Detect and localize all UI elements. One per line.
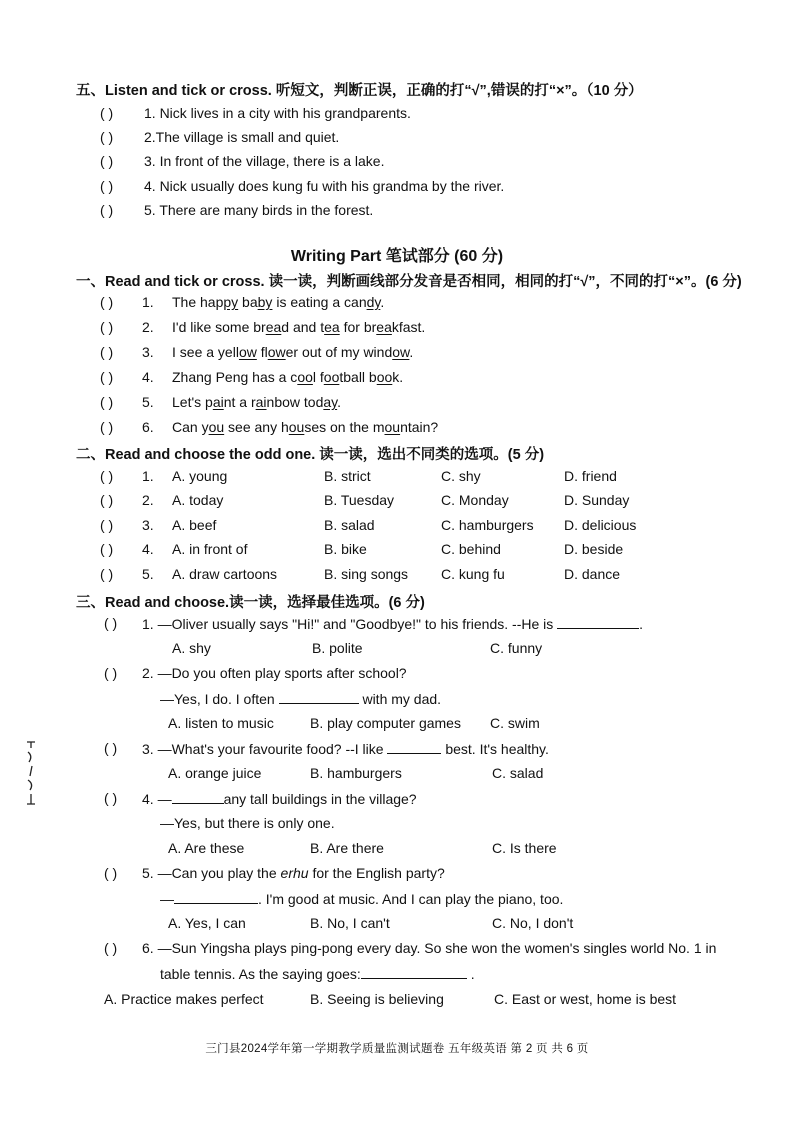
listening-statement: 4. Nick usually does kung fu with his grandma by the river. bbox=[144, 178, 505, 194]
answer-blank[interactable]: ( ) bbox=[100, 153, 114, 169]
option-c: C. Monday bbox=[441, 492, 509, 508]
option-a: A. beef bbox=[172, 517, 217, 533]
item-number: 1. bbox=[142, 468, 154, 484]
answer-blank[interactable]: ( ) bbox=[100, 517, 114, 533]
answer-blank[interactable]: ( ) bbox=[104, 665, 118, 681]
option-a: A. draw cartoons bbox=[172, 566, 278, 582]
option-d: D. delicious bbox=[564, 517, 637, 533]
answer-blank[interactable]: ( ) bbox=[100, 541, 114, 557]
listening-statement: 3. In front of the village, there is a lake. bbox=[144, 153, 385, 169]
answer-blank[interactable]: ( ) bbox=[100, 369, 114, 385]
item-number: 4. bbox=[142, 369, 154, 385]
answer-blank[interactable]: ( ) bbox=[100, 178, 114, 194]
option-c: C. East or west, home is best bbox=[494, 991, 677, 1007]
binding-margin-mark bbox=[24, 738, 38, 808]
question-2: 2. —Do you often play sports after school? bbox=[142, 665, 407, 681]
question-4-line2: —Yes, but there is only one. bbox=[160, 815, 335, 831]
pronunciation-sentence: Can you see any houses on the mountain? bbox=[172, 419, 439, 435]
writing-part-title: Writing Part 笔试部分 (60 分) bbox=[290, 248, 504, 265]
item-number: 2. bbox=[142, 319, 154, 335]
pronunciation-sentence: I see a yellow flower out of my window. bbox=[172, 344, 414, 360]
answer-blank[interactable]: ( ) bbox=[104, 865, 118, 881]
fill-blank[interactable] bbox=[387, 740, 441, 754]
option-d: D. beside bbox=[564, 541, 624, 557]
answer-blank[interactable]: ( ) bbox=[104, 790, 118, 806]
answer-blank[interactable]: ( ) bbox=[100, 294, 114, 310]
item-number: 3. bbox=[142, 344, 154, 360]
item-number: 3. bbox=[142, 517, 154, 533]
option-c: C. kung fu bbox=[441, 566, 505, 582]
listening-heading: 五、Listen and tick or cross. 听短文，判断正误，正确的打“√”,错误的打“×”。（10 分） bbox=[76, 83, 643, 99]
option-c: C. shy bbox=[441, 468, 481, 484]
item-number: 5. bbox=[142, 394, 154, 410]
pronunciation-sentence: Let's paint a rainbow today. bbox=[172, 394, 341, 410]
option-c: C. hamburgers bbox=[441, 517, 534, 533]
option-b: B. Seeing is believing bbox=[310, 991, 444, 1007]
item-number: 2. bbox=[142, 492, 154, 508]
option-b: B. strict bbox=[324, 468, 371, 484]
option-a: A. young bbox=[172, 468, 228, 484]
answer-blank[interactable]: ( ) bbox=[104, 940, 118, 956]
option-a: A. in front of bbox=[172, 541, 248, 557]
option-a: A. shy bbox=[172, 640, 211, 656]
answer-blank[interactable]: ( ) bbox=[100, 105, 114, 121]
question-3: 3. —What's your favourite food? --I like best. It's healthy. bbox=[142, 741, 549, 757]
option-c: C. swim bbox=[490, 715, 540, 731]
option-c: C. salad bbox=[492, 765, 544, 781]
item-number: 6. bbox=[142, 419, 154, 435]
option-b: B. hamburgers bbox=[310, 765, 402, 781]
question-6-line2: table tennis. As the saying goes: . bbox=[160, 966, 475, 982]
option-a: A. Practice makes perfect bbox=[104, 991, 264, 1007]
question-2-line2: —Yes, I do. I often with my dad. bbox=[160, 691, 442, 707]
item-number: 5. bbox=[142, 566, 154, 582]
fill-blank[interactable] bbox=[557, 615, 639, 629]
option-c: C. behind bbox=[441, 541, 501, 557]
option-d: D. dance bbox=[564, 566, 621, 582]
option-b: B. bike bbox=[324, 541, 367, 557]
answer-blank[interactable]: ( ) bbox=[100, 344, 114, 360]
option-b: B. salad bbox=[324, 517, 375, 533]
question-5-line2: — . I'm good at music. And I can play the piano, too. bbox=[160, 891, 564, 907]
fill-blank[interactable] bbox=[172, 790, 224, 804]
fill-blank[interactable] bbox=[174, 890, 258, 904]
answer-blank[interactable]: ( ) bbox=[100, 129, 114, 145]
answer-blank[interactable]: ( ) bbox=[100, 319, 114, 335]
listening-statement: 5. There are many birds in the forest. bbox=[144, 202, 374, 218]
answer-blank[interactable]: ( ) bbox=[100, 468, 114, 484]
option-a: A. orange juice bbox=[168, 765, 262, 781]
option-b: B. Are there bbox=[310, 840, 384, 856]
section2-heading: 二、Read and choose the odd one. 读一读，选出不同类的选项。(5 分) bbox=[76, 447, 545, 463]
option-d: D. friend bbox=[564, 468, 617, 484]
question-4: 4. — any tall buildings in the village? bbox=[142, 791, 417, 807]
question-5: 5. —Can you play the erhu for the English party? bbox=[142, 865, 445, 881]
fill-blank[interactable] bbox=[279, 690, 359, 704]
question-1: 1. —Oliver usually says "Hi!" and "Goodbye!" to his friends. --He is . bbox=[142, 616, 644, 632]
item-number: 4. bbox=[142, 541, 154, 557]
answer-blank[interactable]: ( ) bbox=[100, 492, 114, 508]
answer-blank[interactable]: ( ) bbox=[100, 566, 114, 582]
option-a: A. Are these bbox=[168, 840, 245, 856]
listening-statement: 1. Nick lives in a city with his grandparents. bbox=[144, 105, 411, 121]
listening-statement: 2.The village is small and quiet. bbox=[144, 129, 340, 145]
option-b: B. polite bbox=[312, 640, 363, 656]
answer-blank[interactable]: ( ) bbox=[100, 419, 114, 435]
question-6: 6. —Sun Yingsha plays ping-pong every day. So she won the women's singles world No. 1 in bbox=[142, 940, 717, 956]
pronunciation-sentence: Zhang Peng has a cool football book. bbox=[172, 369, 404, 385]
pronunciation-sentence: I'd like some bread and tea for breakfast. bbox=[172, 319, 426, 335]
answer-blank[interactable]: ( ) bbox=[104, 740, 118, 756]
option-b: B. sing songs bbox=[324, 566, 409, 582]
answer-blank[interactable]: ( ) bbox=[104, 615, 118, 631]
option-d: D. Sunday bbox=[564, 492, 630, 508]
option-a: A. today bbox=[172, 492, 224, 508]
pronunciation-sentence: The happy baby is eating a candy. bbox=[172, 294, 385, 310]
option-c: C. No, I don't bbox=[492, 915, 574, 931]
answer-blank[interactable]: ( ) bbox=[100, 202, 114, 218]
option-b: B. No, I can't bbox=[310, 915, 390, 931]
fill-blank[interactable] bbox=[361, 965, 467, 979]
page-footer: 三门县2024学年第一学期教学质量监测试题卷 五年级英语 第 2 页 共 6 页 bbox=[205, 1043, 589, 1055]
option-b: B. play computer games bbox=[310, 715, 461, 731]
option-a: A. listen to music bbox=[168, 715, 274, 731]
item-number: 1. bbox=[142, 294, 154, 310]
answer-blank[interactable]: ( ) bbox=[100, 394, 114, 410]
option-c: C. Is there bbox=[492, 840, 557, 856]
option-a: A. Yes, I can bbox=[168, 915, 246, 931]
section1-heading: 一、Read and tick or cross. 读一读，判断画线部分发音是否相同，相同的打“√”，不同的打“×”。(6 分) bbox=[76, 274, 742, 290]
section3-heading: 三、Read and choose.读一读，选择最佳选项。(6 分) bbox=[76, 595, 425, 611]
option-b: B. Tuesday bbox=[324, 492, 395, 508]
option-c: C. funny bbox=[490, 640, 543, 656]
